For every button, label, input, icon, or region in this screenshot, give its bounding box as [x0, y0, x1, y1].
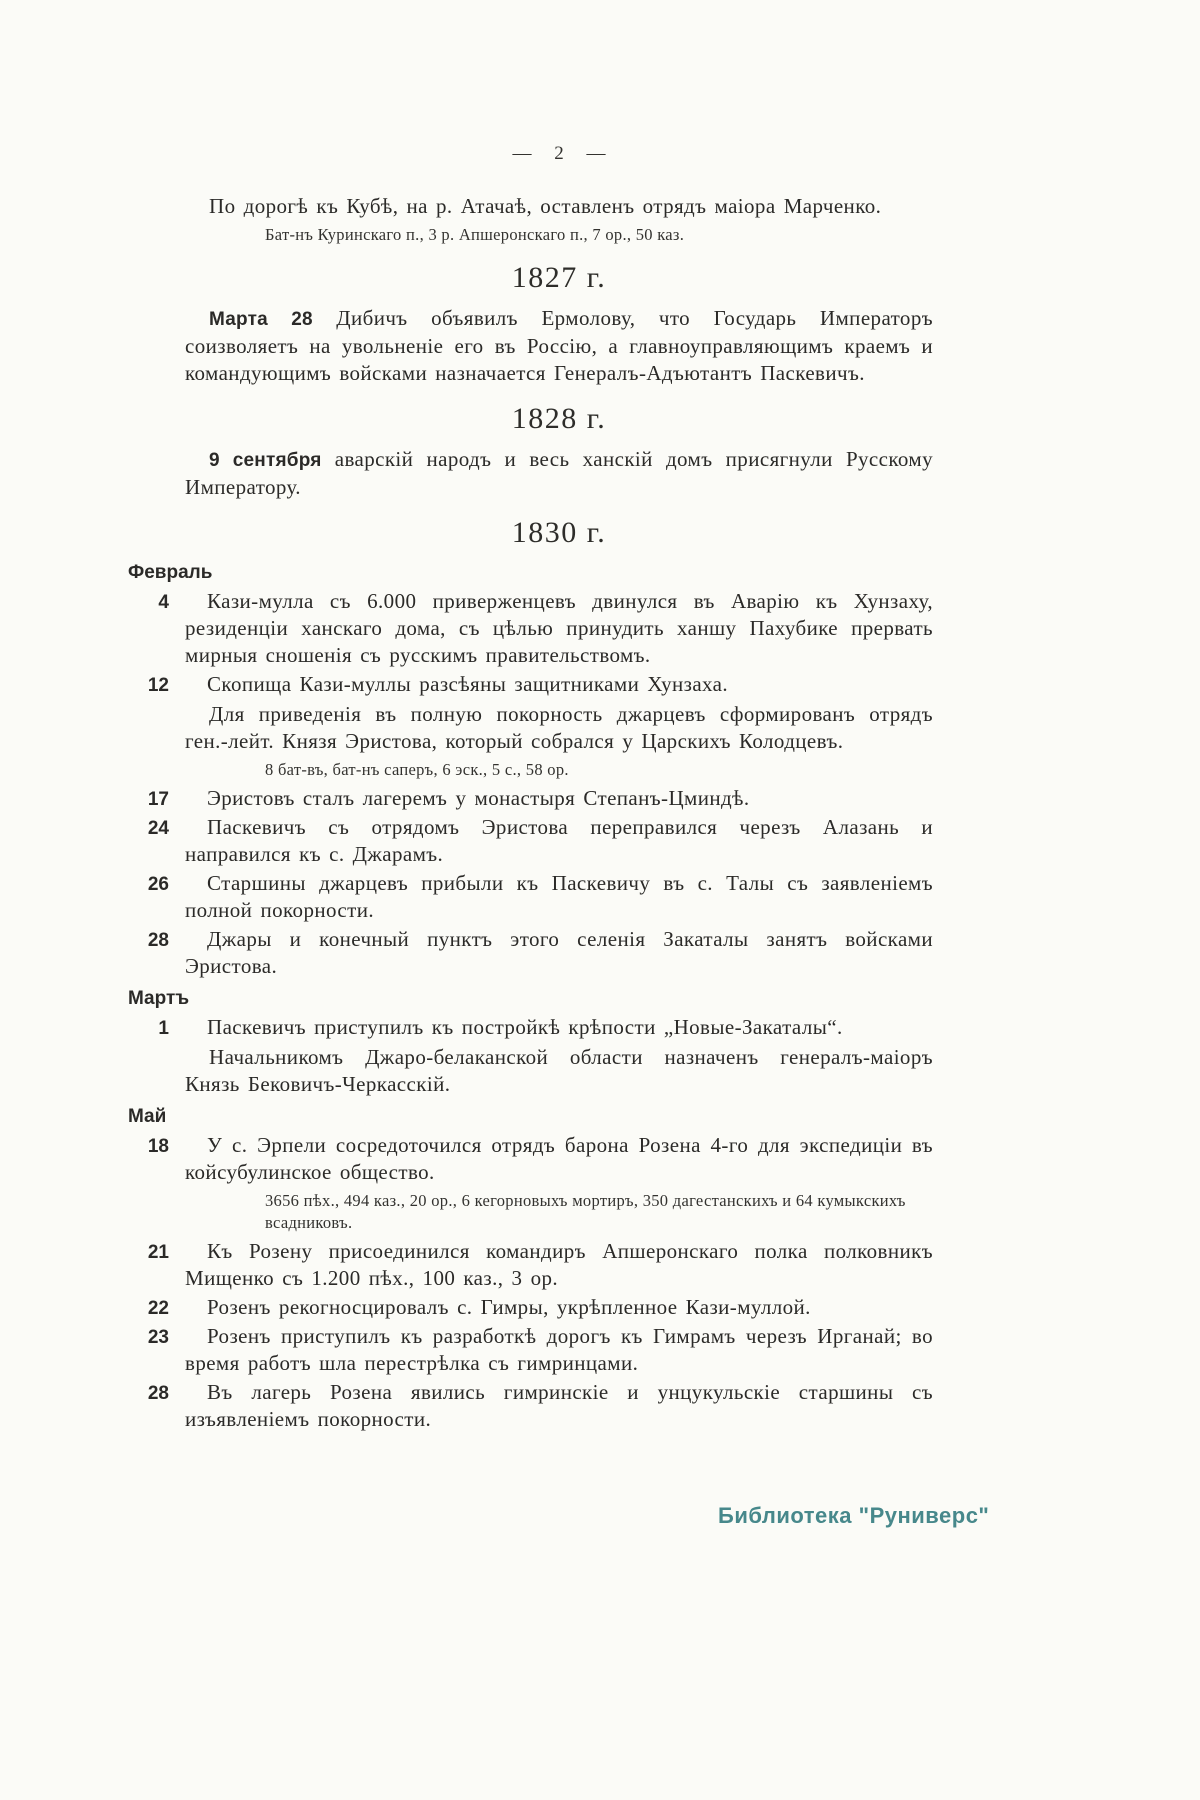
- footnote: 8 бат-въ, бат-нъ саперъ, 6 эск., 5 с., 58 ор.: [265, 760, 569, 779]
- paragraph: [185, 305, 933, 387]
- entry: [147, 870, 933, 924]
- entry-text: Къ Розену присоединился командиръ Апшеронскаго полка полковникъ Мищенко съ 1.200 пѣх., 100 каз., 3 ор.: [185, 1239, 933, 1290]
- entry-text: Въ лагерь Розена явились гимринскіе и унцукульскіе старшины съ изъявленіемъ покорности.: [185, 1380, 933, 1431]
- entry: [158, 588, 933, 669]
- entry-text: У с. Эрпели сосредоточился отрядъ барона Розена 4-го для экспедиціи въ койсубулинское общество.: [185, 1133, 933, 1184]
- paragraph: [185, 1044, 933, 1098]
- entry-text: Старшины джарцевъ прибыли къ Паскевичу въ с. Талы съ заявленіемъ полной покорности.: [185, 871, 933, 922]
- month-label-february: Февраль: [128, 562, 213, 583]
- date-lead: Марта 28: [209, 309, 313, 330]
- entry-text: Паскевичъ съ отрядомъ Эристова переправился черезъ Алазань и направился къ с. Джарамъ.: [185, 815, 933, 866]
- library-watermark: Библиотека "Руниверс": [718, 1503, 990, 1528]
- month-label-may: Май: [128, 1106, 167, 1127]
- entry: [147, 814, 933, 868]
- text-column: [128, 140, 933, 1433]
- entry: [147, 1379, 933, 1433]
- entry: [158, 1014, 933, 1041]
- year-heading-1828: 1828 г.: [511, 402, 607, 435]
- entry-text: Розенъ рекогносцировалъ с. Гимры, укрѣпленное Кази-муллой.: [207, 1295, 811, 1319]
- entry-text: Скопища Кази-муллы разсѣяны защитниками Хунзаха.: [207, 672, 729, 696]
- entry-day: 22: [147, 1298, 169, 1319]
- year-heading-1830: 1830 г.: [511, 516, 607, 549]
- entry: [147, 1294, 933, 1321]
- paragraph: [185, 446, 933, 501]
- entry-day: 1: [158, 1018, 169, 1039]
- year-heading-1827: 1827 г.: [511, 261, 607, 294]
- entry: [147, 926, 933, 980]
- paragraph: [185, 701, 933, 755]
- entry-day: 28: [147, 1383, 169, 1404]
- entry-text: Джары и конечный пунктъ этого селенія Закаталы занятъ войсками Эристова.: [185, 927, 933, 978]
- entry-text: Розенъ приступилъ къ разработкѣ дорогъ къ Гимрамъ черезъ Ирганай; во время работъ шла перестрѣлка съ гимринцами.: [185, 1324, 933, 1375]
- entry-text: Паскевичъ приступилъ къ постройкѣ крѣпости „Новые-Закаталы“.: [207, 1015, 843, 1039]
- entry-day: 17: [147, 789, 169, 810]
- footnote: 3656 пѣх., 494 каз., 20 ор., 6 кегорновыхъ мортиръ, 350 дагестанскихъ и 64 кумыкскихъ всадниковъ.: [265, 1191, 906, 1232]
- entry-text: Эристовъ сталъ лагеремъ у монастыря Степанъ-Цминдѣ.: [207, 786, 750, 810]
- entry-day: 24: [147, 818, 169, 839]
- entry: [147, 1238, 933, 1292]
- paragraph-text: аварскій народъ и весь ханскій домъ присягнули Русскому Императору.: [185, 447, 933, 499]
- entry-day: 21: [147, 1242, 169, 1263]
- page-number: — 2 —: [512, 143, 606, 164]
- paragraph: [185, 193, 933, 220]
- paragraph-text: Для приведенія въ полную покорность джарцевъ сформированъ отрядъ ген.-лейт. Князя Эристова, который собрался у Царскихъ Колодцевъ.: [185, 702, 933, 753]
- entry-day: 28: [147, 930, 169, 951]
- footnote: Бат-нъ Куринскаго п., 3 р. Апшеронскаго п., 7 ор., 50 каз.: [265, 225, 685, 244]
- paragraph-text: Дибичъ объявилъ Ермолову, что Государь Императоръ соизволяетъ на увольненіе его въ Россію, а главноуправляющимъ краемъ и командующимъ войсками назначается Генералъ-Адъютантъ Паскевичъ.: [185, 306, 933, 385]
- entry: [147, 1323, 933, 1377]
- entry: [147, 785, 933, 812]
- paragraph-text: Начальникомъ Джаро-белаканской области назначенъ генералъ-маіоръ Князь Бековичъ-Черкасскій.: [185, 1045, 933, 1096]
- paragraph-text: По дорогѣ къ Кубѣ, на р. Атачаѣ, оставленъ отрядъ маіора Марченко.: [209, 194, 882, 218]
- month-label-march: Мартъ: [128, 988, 190, 1009]
- date-lead: 9 сентября: [209, 450, 322, 471]
- entry-text: Кази-мулла съ 6.000 приверженцевъ двинулся въ Аварію къ Хунзаху, резиденціи ханскаго дома, съ цѣлью принудить ханшу Пахубике прервать мирныя сношенія съ русскимъ правительствомъ.: [185, 589, 933, 667]
- entry: [147, 671, 933, 698]
- entry-day: 12: [147, 675, 169, 696]
- entry: [147, 1132, 933, 1186]
- entry-day: 26: [147, 874, 169, 895]
- entry-day: 18: [147, 1136, 169, 1157]
- entry-day: 23: [147, 1327, 169, 1348]
- entry-day: 4: [158, 592, 169, 613]
